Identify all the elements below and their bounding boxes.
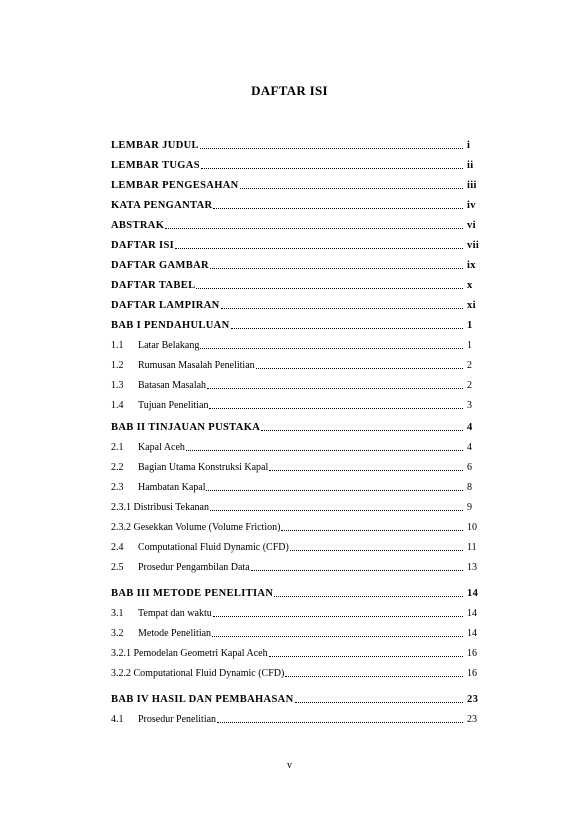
toc-entry-label [111, 359, 255, 372]
toc-entry-text: 2.3.2 Gesekkan Volume (Volume Friction) [111, 522, 281, 533]
toc-entry-page: 4 [467, 442, 472, 453]
toc-entry[interactable] [111, 336, 489, 352]
dot-leader [210, 510, 463, 511]
dot-leader [209, 408, 463, 409]
toc-entry-page: iv [467, 200, 476, 211]
toc-entry-text: BAB IV HASIL DAN PEMBAHASAN [111, 694, 294, 705]
toc-entry[interactable] [111, 216, 489, 232]
toc-entry-label [111, 421, 260, 434]
toc-entry-text: BAB III METODE PENELITIAN [111, 588, 274, 599]
toc-entry-text: Bagian Utama Konstruksi Kapal [138, 462, 269, 473]
toc-entry-page: 4 [467, 422, 473, 433]
toc-entry-label [111, 521, 280, 534]
toc-entry-number: 2.2 [111, 462, 124, 473]
toc-entry-label [111, 199, 212, 212]
toc-entry[interactable] [111, 624, 489, 640]
dot-leader [231, 328, 463, 329]
toc-entry[interactable] [111, 156, 489, 172]
toc-entry-page: 3 [467, 400, 472, 411]
toc-entry[interactable] [111, 604, 489, 620]
toc-entry-page: xi [467, 300, 476, 311]
dot-leader [213, 208, 463, 209]
toc-entry[interactable] [111, 276, 489, 292]
toc-entry-page: 1 [467, 320, 473, 331]
toc-entry-label [111, 693, 294, 706]
toc-entry-page: ix [467, 260, 476, 271]
toc-entry-text: BAB I PENDAHULUAN [111, 320, 230, 331]
toc-entry[interactable] [111, 256, 489, 272]
toc-entry-label [111, 541, 289, 554]
toc-entry[interactable] [111, 498, 489, 514]
toc-entry-number: 1.4 [111, 400, 124, 411]
toc-entry-text: ABSTRAK [111, 220, 165, 231]
toc-entry-page: vii [467, 240, 480, 251]
toc-entry-text: DAFTAR ISI [111, 240, 175, 251]
dot-leader [200, 348, 463, 349]
toc-entry-label [111, 259, 209, 272]
toc-entry[interactable] [111, 458, 489, 474]
toc-entry-text: 3.2.2 Computational Fluid Dynamic (CFD) [111, 668, 285, 679]
toc-entry[interactable] [111, 538, 489, 554]
toc-entry[interactable] [111, 396, 489, 412]
page-number: v [287, 760, 292, 771]
page-title: DAFTAR ISI [251, 83, 328, 98]
toc-entry-label [111, 339, 199, 352]
toc-entry[interactable] [111, 664, 489, 680]
dot-leader [200, 148, 463, 149]
toc-entry[interactable] [111, 584, 489, 600]
dot-leader [295, 702, 463, 703]
toc-entry-text: DAFTAR TABEL [111, 280, 196, 291]
dot-leader [212, 636, 463, 637]
toc-entry-text: Batasan Masalah [138, 380, 207, 391]
toc-entry-number: 3.2 [111, 628, 124, 639]
toc-entry-page: 23 [467, 694, 479, 705]
toc-entry-text: BAB II TINJAUAN PUSTAKA [111, 422, 261, 433]
toc-entry-label [111, 399, 208, 412]
toc-entry-text: Prosedur Penelitian [138, 714, 217, 725]
dot-leader [186, 450, 463, 451]
toc-entry-text: Tempat dan waktu [138, 608, 212, 619]
toc-entry-number: 3.1 [111, 608, 124, 619]
toc-entry-page: 9 [467, 502, 472, 513]
toc-entry-page: 14 [467, 608, 477, 619]
dot-leader [285, 676, 463, 677]
toc-entry-number: 2.5 [111, 562, 124, 573]
toc-entry[interactable] [111, 376, 489, 392]
toc-entry[interactable] [111, 710, 489, 726]
toc-entry-text: Computational Fluid Dynamic (CFD) [138, 542, 289, 553]
toc-entry-page: vi [467, 220, 476, 231]
toc-entry[interactable] [111, 518, 489, 534]
toc-entry-label [111, 607, 212, 620]
toc-entry-page: 16 [467, 648, 477, 659]
toc-entry-text: Tujuan Penelitian [138, 400, 209, 411]
toc-entry-page: 2 [467, 380, 472, 391]
toc-entry-text: LEMBAR JUDUL [111, 140, 199, 151]
toc-entry-page: ii [467, 160, 474, 171]
toc-entry-number: 1.3 [111, 380, 124, 391]
dot-leader [207, 388, 463, 389]
toc-entry[interactable] [111, 644, 489, 660]
toc-entry-label [111, 379, 206, 392]
toc-entry-label [111, 481, 205, 494]
dot-leader [261, 430, 463, 431]
toc-entry-page: 10 [467, 522, 477, 533]
toc-entry-page: 13 [467, 562, 477, 573]
toc-entry-label [111, 139, 199, 152]
toc-entry-number: 2.4 [111, 542, 124, 553]
toc-entry[interactable] [111, 356, 489, 372]
toc-entry-text: Latar Belakang [138, 340, 200, 351]
toc-entry-label [111, 667, 284, 680]
dot-leader [217, 722, 463, 723]
toc-entry[interactable] [111, 418, 489, 434]
toc-entry-number: 1.1 [111, 340, 124, 351]
toc-entry-label [111, 299, 220, 312]
toc-entry-label [111, 441, 185, 454]
toc-entry-text: DAFTAR GAMBAR [111, 260, 209, 271]
toc-entry[interactable] [111, 136, 489, 152]
toc-entry-page: 14 [467, 628, 477, 639]
toc-entry-label [111, 179, 239, 192]
dot-leader [290, 550, 463, 551]
toc-entry-label [111, 647, 268, 660]
dot-leader [165, 228, 463, 229]
toc-entry-page: x [467, 280, 473, 291]
dot-leader [256, 368, 463, 369]
toc-entry[interactable] [111, 316, 489, 332]
toc-entry-text: LEMBAR PENGESAHAN [111, 180, 239, 191]
dot-leader [210, 268, 463, 269]
toc-entry-label [111, 501, 209, 514]
toc-entry-label [111, 279, 195, 292]
toc-entry[interactable] [111, 196, 489, 212]
dot-leader [175, 248, 463, 249]
toc-entry-label [111, 587, 273, 600]
toc-entry[interactable] [111, 690, 489, 706]
toc-entry-page: 11 [467, 542, 477, 553]
toc-entry-page: 1 [467, 340, 472, 351]
dot-leader [196, 288, 463, 289]
toc-entry-text: 3.2.1 Pemodelan Geometri Kapal Aceh [111, 648, 268, 659]
toc-entry-page: 23 [467, 714, 477, 725]
toc-entry-text: Kapal Aceh [138, 442, 185, 453]
toc-entry[interactable] [111, 478, 489, 494]
dot-leader [213, 616, 463, 617]
toc-entry-label [111, 159, 200, 172]
dot-leader [269, 470, 463, 471]
toc-entry-page: 16 [467, 668, 477, 679]
toc-entry-page: 14 [467, 588, 479, 599]
dot-leader [281, 530, 463, 531]
toc-entry-number: 4.1 [111, 714, 124, 725]
toc-entry[interactable] [111, 438, 489, 454]
toc-entry-text: Rumusan Masalah Penelitian [138, 360, 255, 371]
toc-entry-label [111, 713, 216, 726]
toc-entry-label [111, 319, 230, 332]
toc-entry-text: DAFTAR LAMPIRAN [111, 300, 220, 311]
dot-leader [240, 188, 463, 189]
toc-entry[interactable] [111, 176, 489, 192]
toc-entry-page: 6 [467, 462, 472, 473]
toc-entry[interactable] [111, 296, 489, 312]
toc-entry-number: 2.1 [111, 442, 124, 453]
toc-entry-number: 2.3 [111, 482, 124, 493]
dot-leader [201, 168, 463, 169]
dot-leader [251, 570, 463, 571]
dot-leader [274, 596, 463, 597]
toc-entry-text: Metode Penelitian [138, 628, 212, 639]
toc-entry-text: 2.3.1 Distribusi Tekanan [111, 502, 209, 513]
toc-entry-text: Hambatan Kapal [138, 482, 206, 493]
toc-entry-text: Prosedur Pengambilan Data [138, 562, 250, 573]
toc-entry-page: 8 [467, 482, 472, 493]
toc-entry-label [111, 239, 174, 252]
toc-entry-page: 2 [467, 360, 472, 371]
toc-entry-label [111, 219, 164, 232]
dot-leader [221, 308, 463, 309]
toc-entry-number: 1.2 [111, 360, 124, 371]
toc-entry-label [111, 461, 268, 474]
toc-entry-page: i [467, 140, 471, 151]
toc-entry-page: iii [467, 180, 477, 191]
dot-leader [206, 490, 463, 491]
dot-leader [269, 656, 463, 657]
toc-entry-text: KATA PENGANTAR [111, 200, 213, 211]
toc-entry[interactable] [111, 236, 489, 252]
toc-entry-label [111, 627, 211, 640]
toc-entry[interactable] [111, 558, 489, 574]
toc-entry-label [111, 561, 250, 574]
toc-entry-text: LEMBAR TUGAS [111, 160, 200, 171]
